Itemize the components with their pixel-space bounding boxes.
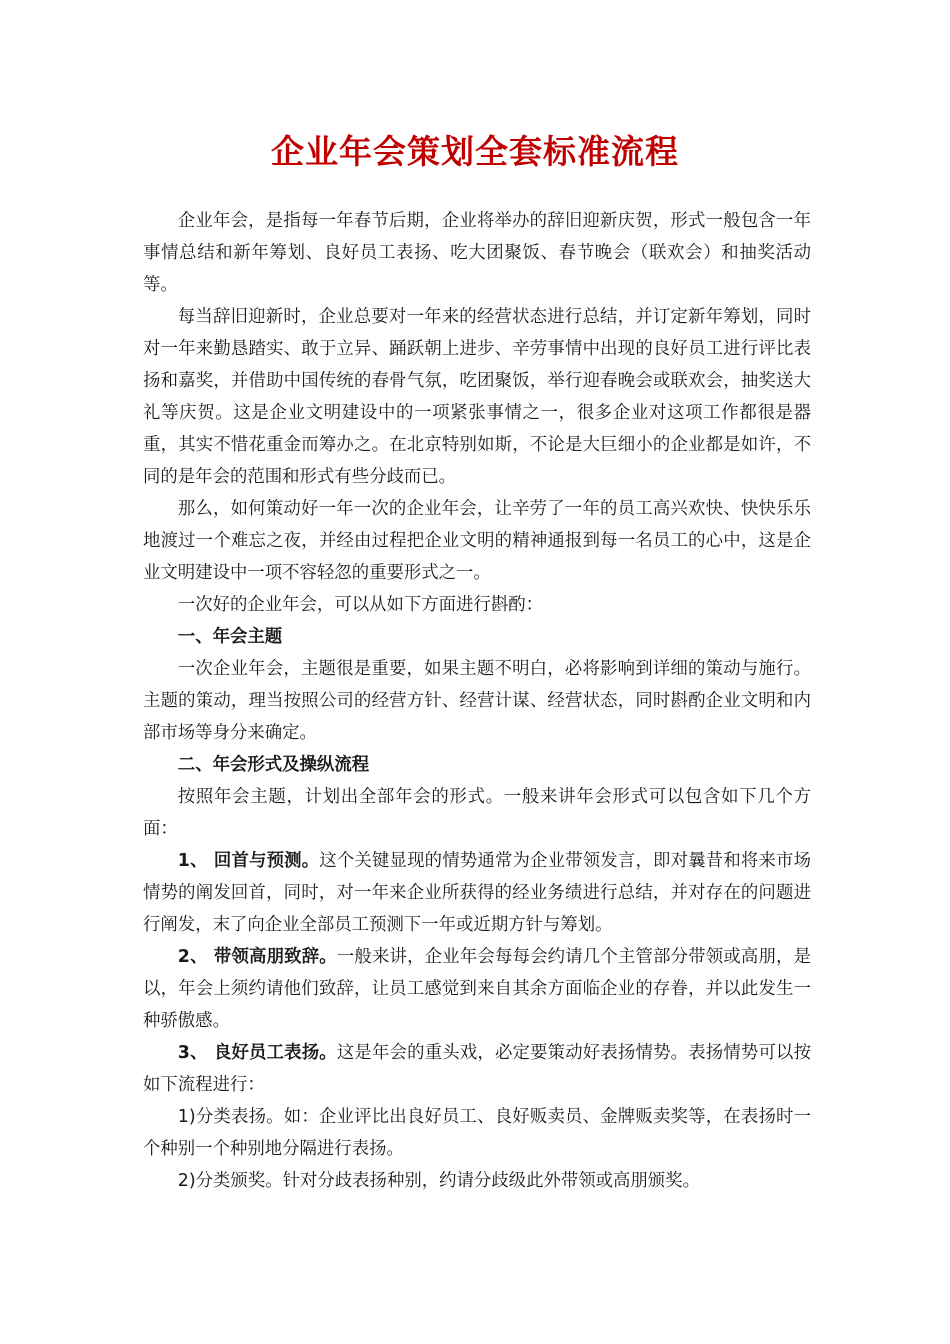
list-item	[143, 1037, 811, 1101]
list-item-lead: 2、 带领高朋致辞。	[177, 947, 337, 967]
document-body	[143, 205, 811, 1197]
section-heading: 一、年会主题	[177, 627, 283, 647]
sub-list-item: 1)分类表扬。如：企业评比出良好员工、良好贩卖员、金牌贩卖奖等，在表扬时一个种别一个种别地分隔进行表扬。	[143, 1107, 811, 1159]
list-item-lead: 1、 回首与预测。	[177, 851, 320, 871]
paragraph: 一次企业年会，主题很是重要，如果主题不明白，必将影响到详细的策动与施行。主题的策动，理当按照公司的经营方针、经营计谋、经营状态，同时斟酌企业文明和内部市场等身分来确定。	[143, 659, 811, 743]
paragraph: 一次好的企业年会，可以从如下方面进行斟酌：	[177, 595, 544, 615]
paragraph: 那么，如何策动好一年一次的企业年会，让辛劳了一年的员工高兴欢快、快快乐乐地渡过一个难忘之夜，并经由过程把企业文明的精神通报到每一名员工的心中，这是企业文明建设中一项不容轻忽的重要形式之一。	[143, 499, 811, 583]
sub-list-item: 2)分类颁奖。针对分歧表扬种别，约请分歧级此外带领或高朋颁奖。	[177, 1171, 700, 1191]
list-item-text: 这个关键显现的情势通常为企业带领发言，即对曩昔和将来市场情势的阐发回首，同时，对一年来企业所获得的经业务绩进行总结，并对存在的问题进行阐发，末了向企业全部员工预测下一年或近期方针与筹划。	[143, 851, 811, 935]
document-title: 企业年会策划全套标准流程	[271, 132, 679, 171]
paragraph: 企业年会，是指每一年春节后期，企业将举办的辞旧迎新庆贺，形式一般包含一年事情总结和新年筹划、良好员工表扬、吃大团聚饭、春节晚会（联欢会）和抽奖活动等。	[143, 211, 811, 295]
list-item	[143, 941, 811, 1037]
list-item-lead: 3、 良好员工表扬。	[177, 1043, 337, 1063]
section-heading: 二、年会形式及操纵流程	[177, 755, 370, 775]
paragraph: 按照年会主题，计划出全部年会的形式。一般来讲年会形式可以包含如下几个方面：	[143, 787, 811, 839]
paragraph: 每当辞旧迎新时，企业总要对一年来的经营状态进行总结，并订定新年筹划，同时对一年来勤恳踏实、敢于立异、踊跃朝上进步、辛劳事情中出现的良好员工进行评比表扬和嘉奖，并借助中国传统的春骨气氛，吃团聚饭，举行迎春晚会或联欢会，抽奖送大礼等庆贺。这是企业文明建设中的一项紧张事情之一，很多企业对这项工作都很是器重，其实不惜花重金而筹办之。在北京特别如斯，不论是大巨细小的企业都是如许，不同的是年会的范围和形式有些分歧而已。	[143, 307, 811, 487]
list-item	[143, 845, 811, 941]
list-item-text: 一般来讲，企业年会每每会约请几个主管部分带领或高朋，是以，年会上须约请他们致辞，让员工感觉到来自其余方面临企业的存眷，并以此发生一种骄傲感。	[143, 947, 812, 1031]
list-item-text: 这是年会的重头戏，必定要策动好表扬情势。表扬情势可以按如下流程进行：	[143, 1043, 812, 1095]
